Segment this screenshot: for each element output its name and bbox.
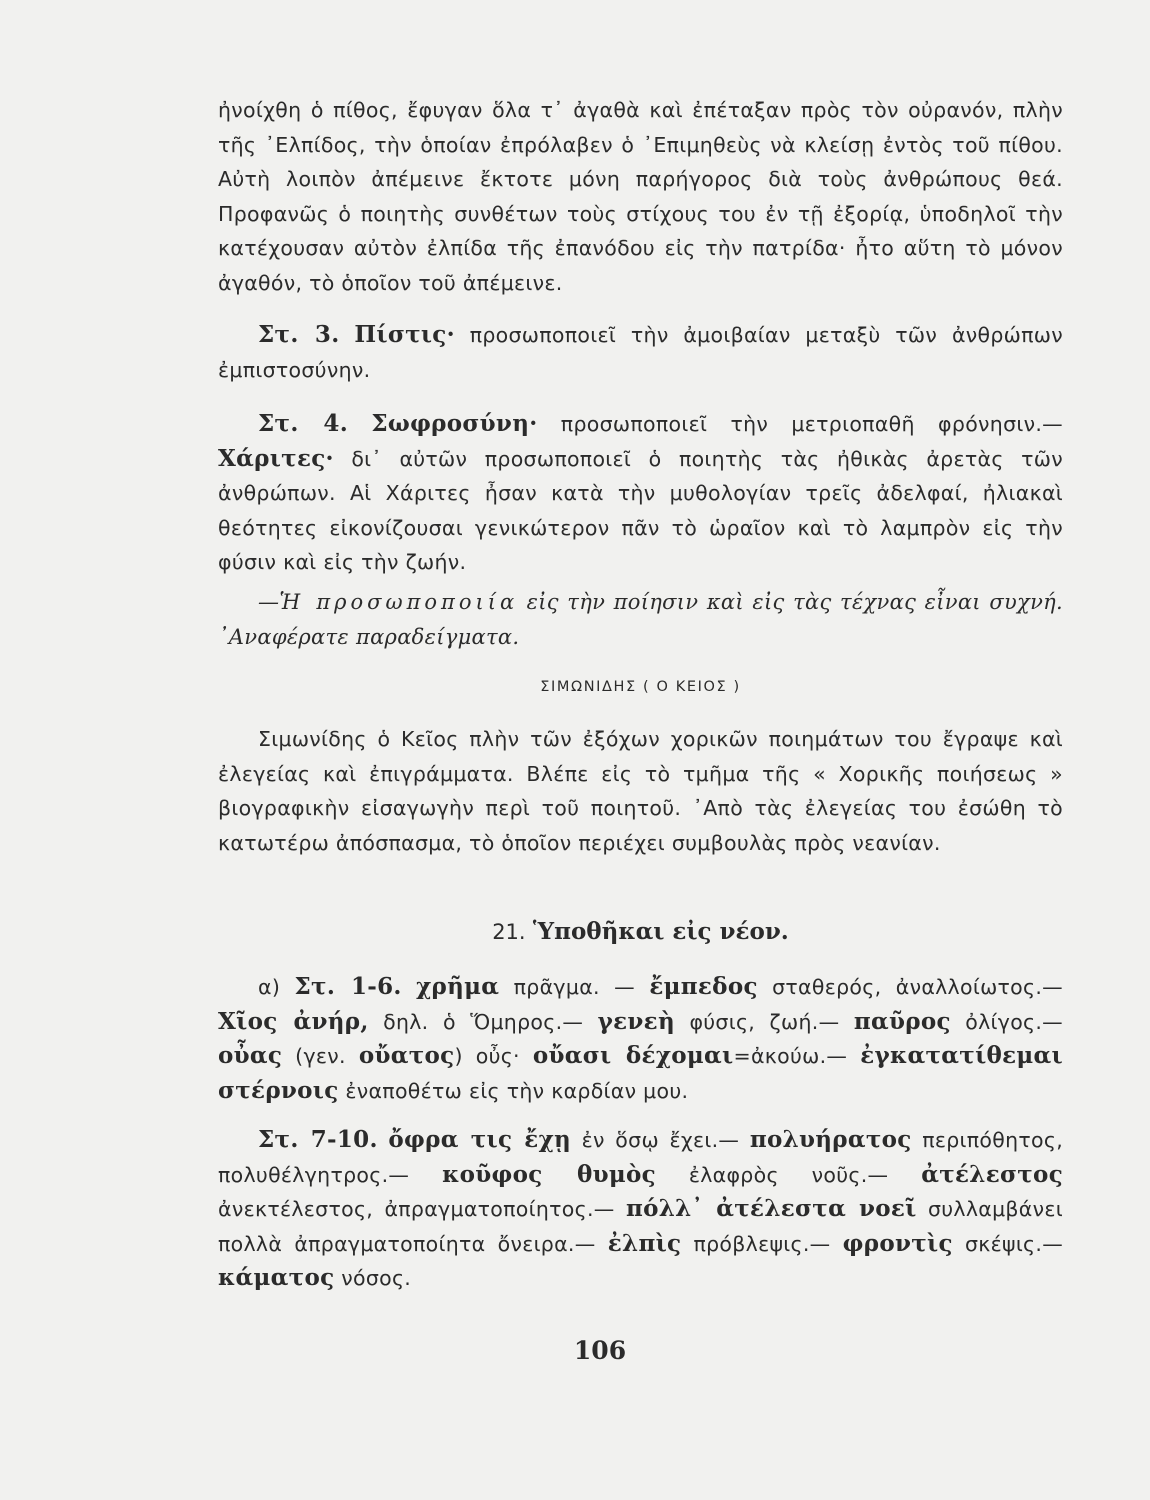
term: γενεὴ bbox=[597, 1007, 675, 1035]
glossary-verses-7-10 bbox=[218, 1123, 1063, 1296]
term: Σωφροσύνη· bbox=[371, 410, 538, 437]
commentary-paragraph-elpis bbox=[218, 93, 1063, 300]
poem-title bbox=[218, 918, 1063, 945]
biography-paragraph bbox=[218, 722, 1063, 860]
term: πόλλ᾽ ἀτέλεστα νοεῖ bbox=[625, 1195, 917, 1222]
verse-label: Στ. 1-6. bbox=[294, 973, 402, 1000]
term: ὄφρα τις ἔχῃ bbox=[388, 1126, 572, 1153]
definition: προσωποποιεῖ τὴν μετριοπαθῆ φρόνησιν.— bbox=[537, 412, 1063, 436]
definition: προσωποποιεῖ τὴν ἀμοιβαίαν μεταξὺ τῶν ἀνθρώπων ἐμπιστοσύνην. bbox=[218, 323, 1063, 382]
list-prefix: α) bbox=[258, 975, 281, 999]
paragraph-text: Σιμωνίδης ὁ Κεῖος πλὴν τῶν ἐξόχων χορικῶν ποιημάτων του ἔγραψε καὶ ἐλεγείας καὶ ἐπιγράμματα. Βλέπε εἰς τὸ τμῆμα τῆς « Χορικῆς ποιήσεως » βιογραφικὴν εἰσαγωγὴν περὶ τοῦ ποιητοῦ. ᾽Απὸ τὰς ἐλεγείας του ἐσώθη τὸ κατωτέρω ἀπόσπασμα, τὸ ὁποῖον περιέχει συμβουλὰς πρὸς νεανίαν. bbox=[218, 727, 1063, 855]
term: Χάριτες· bbox=[218, 444, 334, 472]
definition: ὀλίγος.— bbox=[950, 1009, 1063, 1034]
paragraph-text: ἠνοίχθη ὁ πίθος, ἔφυγαν ὅλα τ᾽ ἀγαθὰ καὶ ἐπέταξαν πρὸς τὸν οὐρανόν, πλὴν τῆς ᾽Ελπίδος, τὴν ὁποίαν ἐπρόλαβεν ὁ ᾽Επιμηθεὺς νὰ κλείσῃ ἐντὸς τοῦ πίθου. Αὐτὴ λοιπὸν ἀπέμεινε ἔκτοτε μόνη παρήγορος διὰ τοὺς ἀνθρώπους θεά. Προφανῶς ὁ ποιητὴς συνθέτων τοὺς στίχους του ἐν τῇ ἐξορίᾳ, ὑποδηλοῖ τὴν κατέχουσαν αὐτὸν ἐλπίδα τῆς ἐπανόδου εἰς τὴν πατρίδα· ἦτο αὕτη τὸ μόνον ἀγαθόν, τὸ ὁποῖον τοῦ ἀπέμεινε. bbox=[218, 98, 1063, 295]
exercise-text: εἰς τὴν ποίησιν καὶ εἰς τὰς τέχνας εἶναι συχνή. ᾽Αναφέρατε παραδείγματα. bbox=[218, 590, 1063, 649]
term: Χῖος ἀνήρ, bbox=[218, 1007, 369, 1035]
definition: δηλ. ὁ Ὅμηρος.— bbox=[368, 1009, 584, 1034]
poem-title-text: Ὑποθῆκαι εἰς νέον. bbox=[532, 918, 789, 945]
definition: δι᾽ αὐτῶν προσωποποιεῖ ὁ ποιητὴς τὰς ἠθικὰς ἀρετὰς τῶν ἀνθρώπων. Αἱ Χάριτες ἦσαν κατὰ τὴν μυθολογίαν τρεῖς ἀδελφαί, ἠλιακαὶ θεότητες εἰκονίζουσαι γενικώτερον πᾶν τὸ ὡραῖον καὶ τὸ λαμπρὸν εἰς τὴν φύσιν καὶ εἰς τὴν ζωήν. bbox=[218, 446, 1063, 574]
definition: περιπόθητος, πολυθέλγητρος.— bbox=[218, 1128, 1064, 1187]
term: πολυήρατος bbox=[749, 1126, 912, 1153]
term: κάματος bbox=[218, 1264, 335, 1291]
term: παῦρος bbox=[853, 1007, 951, 1035]
glossary-verses-1-6 bbox=[218, 970, 1063, 1108]
dash: — bbox=[258, 590, 280, 614]
spaced-term: Ἡ προσωποποιία bbox=[279, 590, 519, 614]
term: κοῦφος θυμὸς bbox=[442, 1160, 656, 1188]
poem-number: 21. bbox=[492, 920, 526, 944]
definition: σταθερός, ἀναλλοίωτος.— bbox=[757, 975, 1063, 999]
term: ἐγκατατίθεμαι στέρνοις bbox=[218, 1042, 1063, 1104]
commentary-paragraph-verse-3 bbox=[218, 318, 1063, 387]
section-heading: ΣΙΜΩΝΙΔΗΣ ( Ο ΚΕΙΟΣ ) bbox=[540, 679, 741, 695]
term: ἔμπεδος bbox=[649, 973, 758, 1000]
definition: ἐν ὅσῳ ἔχει.— bbox=[571, 1128, 740, 1152]
page-number: 106 bbox=[573, 1336, 627, 1365]
definition: συλλαμβάνει πολλὰ ἀπραγματοποίητα ὄνειρα.— bbox=[218, 1197, 1063, 1256]
definition: νόσος. bbox=[334, 1266, 412, 1290]
term: ἐλπὶς bbox=[607, 1229, 682, 1257]
definition: ἀνεκτέλεστος, ἀπραγματοποίητος.— bbox=[218, 1197, 615, 1221]
verse-label: Στ. 4. bbox=[258, 410, 349, 437]
term: φροντὶς bbox=[842, 1229, 953, 1257]
definition: (γεν. bbox=[282, 1044, 359, 1068]
term: Πίστις· bbox=[354, 321, 455, 348]
definition: φύσις, ζωή.— bbox=[674, 1009, 840, 1034]
definition: σκέψις.— bbox=[952, 1231, 1064, 1256]
term: οὔασι δέχομαι bbox=[532, 1042, 734, 1069]
exercise-paragraph bbox=[218, 585, 1063, 654]
term: χρῆμα bbox=[416, 973, 500, 1000]
term: ἀτέλεστος bbox=[921, 1160, 1063, 1188]
definition: πρόβλεψις.— bbox=[681, 1231, 831, 1256]
definition: ) οὖς· bbox=[454, 1044, 520, 1068]
commentary-paragraph-verse-4 bbox=[218, 407, 1063, 580]
term: οὔατος bbox=[358, 1042, 455, 1069]
term: οὖας bbox=[218, 1042, 283, 1069]
definition: ἐλαφρὸς νοῦς.— bbox=[655, 1162, 889, 1187]
verse-label: Στ. 7-10. bbox=[258, 1126, 378, 1153]
verse-label: Στ. 3. bbox=[258, 321, 340, 348]
definition: =ἀκούω.— bbox=[733, 1044, 848, 1068]
definition: πρᾶγμα. — bbox=[499, 975, 635, 999]
definition: ἐναποθέτω εἰς τὴν καρδίαν μου. bbox=[338, 1078, 689, 1103]
